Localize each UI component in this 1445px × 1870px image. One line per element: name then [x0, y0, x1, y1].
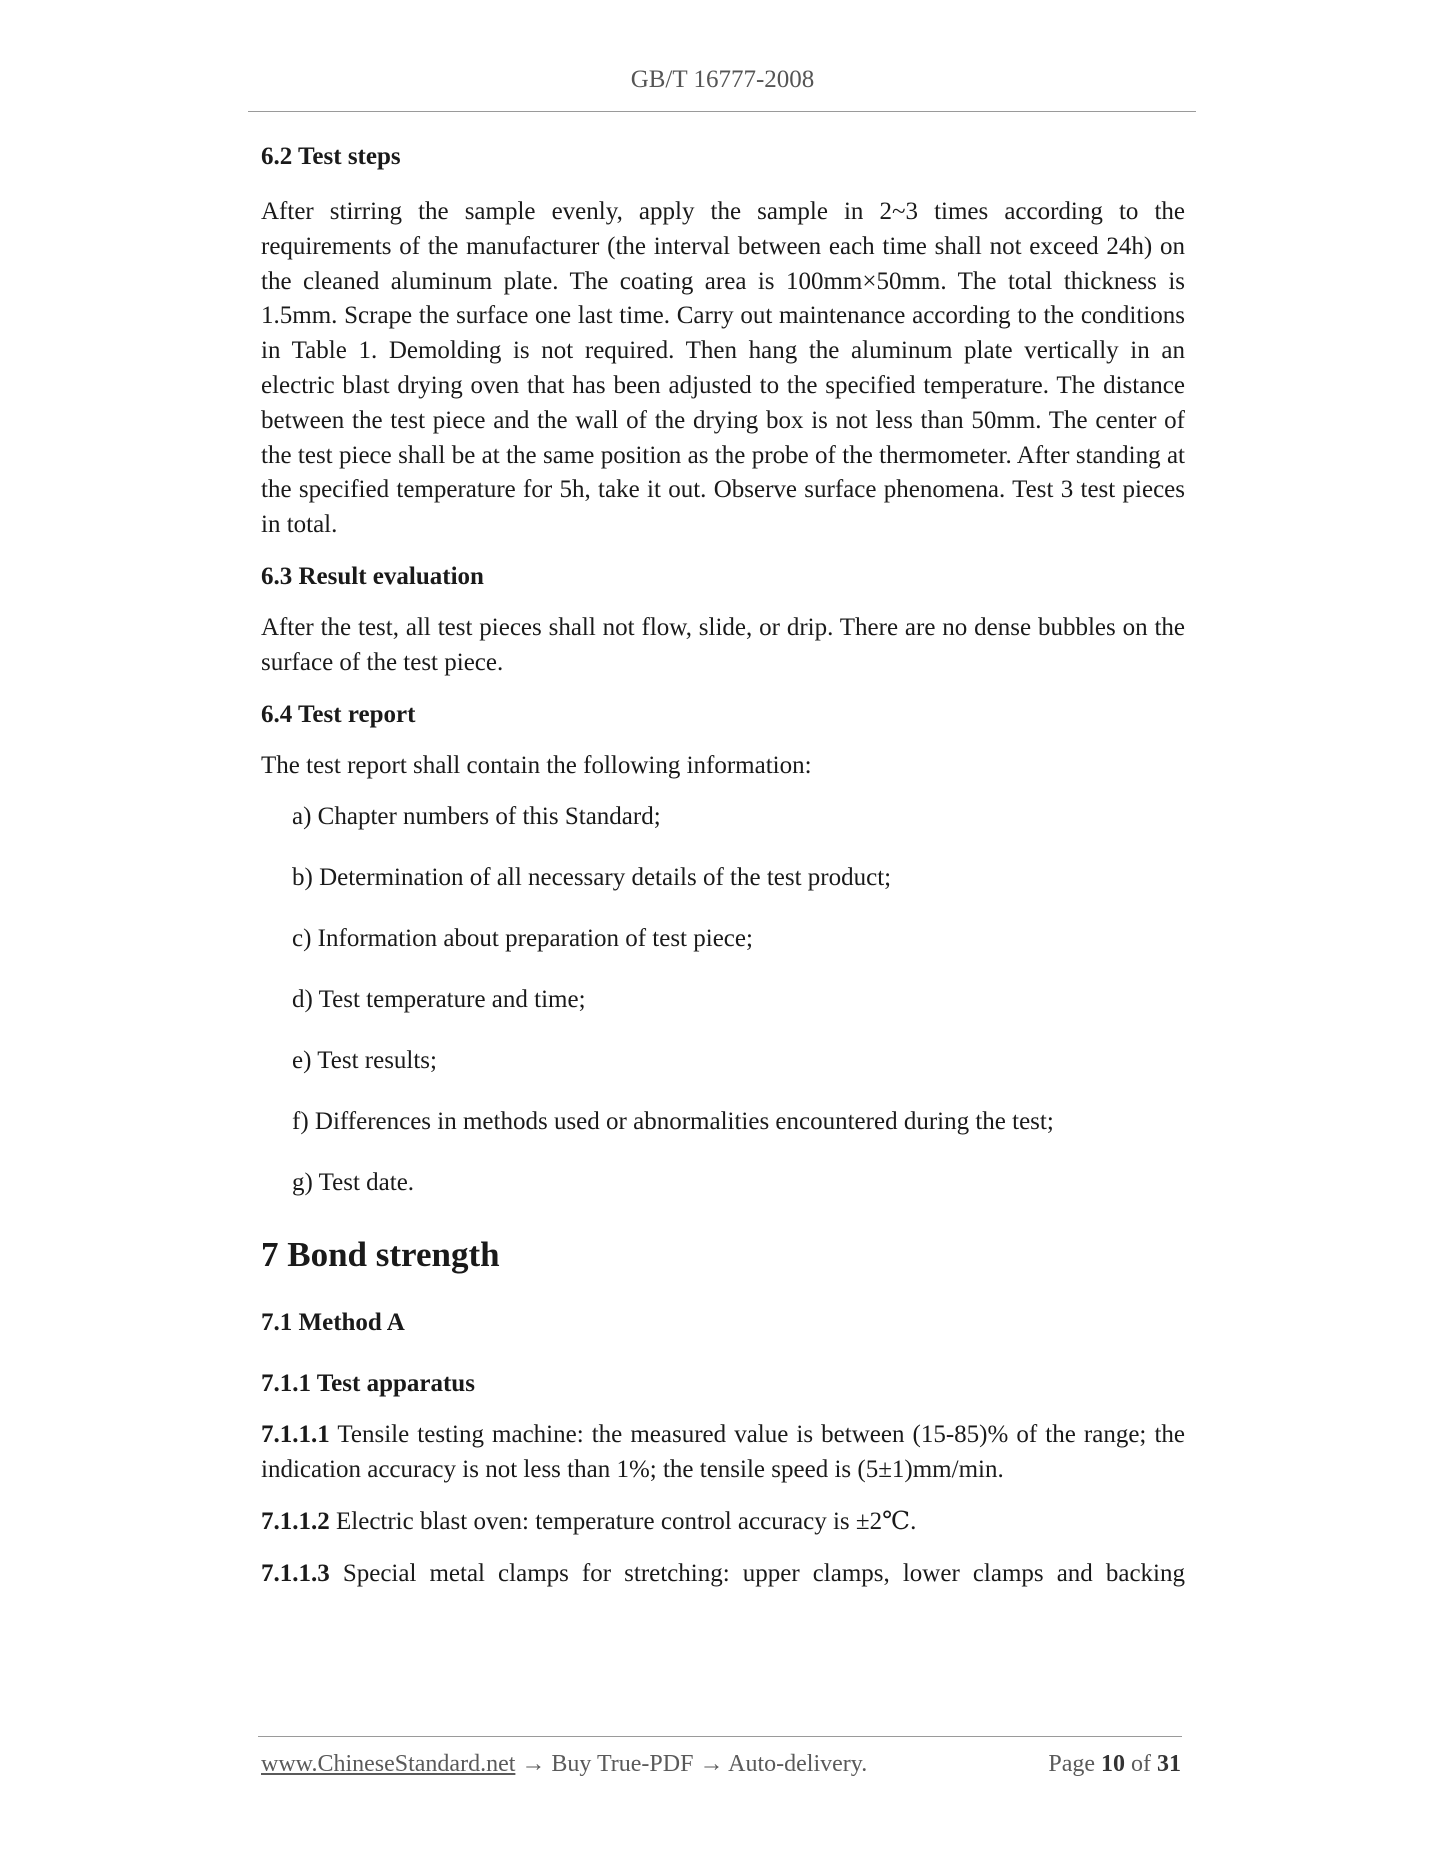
of-label: of [1131, 1751, 1151, 1777]
list-item: b) Determination of all necessary details of the test product; [292, 864, 892, 892]
buy-true-pdf-text: Buy True-PDF [551, 1751, 694, 1777]
footer-divider [258, 1736, 1182, 1737]
page-footer [261, 1751, 1181, 1778]
list-item: g) Test date. [292, 1169, 415, 1197]
page-content [261, 140, 1185, 1592]
list-item: c) Information about preparation of test piece; [292, 925, 753, 953]
chinesestandard-link[interactable]: www.ChineseStandard.net [261, 1751, 516, 1777]
clause-7-1-1-2 [261, 1505, 1185, 1540]
footer-links [261, 1751, 867, 1778]
section-7-1-1-heading: 7.1.1 Test apparatus [261, 1370, 475, 1398]
auto-delivery-text: Auto-delivery. [728, 1751, 868, 1777]
page-number [1048, 1751, 1181, 1778]
current-page: 10 [1101, 1751, 1125, 1777]
header-divider [248, 111, 1196, 112]
section-7-heading: 7 Bond strength [261, 1235, 500, 1275]
clause-number: 7.1.1.1 [261, 1421, 330, 1449]
list-item: f) Differences in methods used or abnormalities encountered during the test; [292, 1108, 1054, 1136]
section-6-2-text: After stirring the sample evenly, apply the sample in 2~3 times according to the requirements of the manufacturer (the interval between each time shall not exceed 24h) on the cleaned aluminum plate. The coating area is 100mm×50mm. The total thickness is 1.5mm. Scrape the surface one last time. Carry out maintenance according to the conditions in Table 1. Demolding is not required. Then hang the aluminum plate vertically in an electric blast drying oven that has been adjusted to the specified temperature. The distance between the test piece and the wall of the drying box is not less than 50mm. The center of the test piece shall be at the same position as the probe of the thermometer. After standing at the specified temperature for 5h, take it out. Observe surface phenomena. Test 3 test pieces in total. [261, 198, 1185, 539]
section-6-4-intro: The test report shall contain the following information: [261, 751, 812, 779]
list-item: e) Test results; [292, 1047, 437, 1075]
clause-7-1-1-1 [261, 1418, 1185, 1488]
section-6-3-heading: 6.3 Result evaluation [261, 562, 484, 590]
total-pages: 31 [1157, 1751, 1181, 1777]
clause-text: Special metal clamps for stretching: upper clamps, lower clamps and backing [342, 1559, 1185, 1587]
document-code-header: GB/T 16777-2008 [630, 66, 815, 93]
arrow-right-icon: → [699, 1751, 724, 1777]
clause-text: Electric blast oven: temperature control accuracy is ±2℃. [336, 1507, 917, 1535]
arrow-right-icon: → [521, 1751, 546, 1777]
list-item: d) Test temperature and time; [292, 986, 586, 1014]
list-item: a) Chapter numbers of this Standard; [292, 803, 661, 831]
section-6-4-heading: 6.4 Test report [261, 700, 416, 728]
section-6-2-heading: 6.2 Test steps [261, 143, 401, 170]
page-label: Page [1048, 1751, 1095, 1777]
test-report-list [261, 800, 1185, 1200]
section-7-1-heading: 7.1 Method A [261, 1309, 405, 1337]
section-6-3-text: After the test, all test pieces shall not flow, slide, or drip. There are no dense bubbles on the surface of the test piece. [261, 613, 1185, 676]
clause-7-1-1-3 [261, 1557, 1185, 1592]
clause-text: Tensile testing machine: the measured value is between (15-85)% of the range; the indication accuracy is not less than 1%; the tensile speed is (5±1)mm/min. [261, 1421, 1185, 1484]
clause-number: 7.1.1.3 [261, 1559, 330, 1587]
clause-number: 7.1.1.2 [261, 1507, 330, 1535]
